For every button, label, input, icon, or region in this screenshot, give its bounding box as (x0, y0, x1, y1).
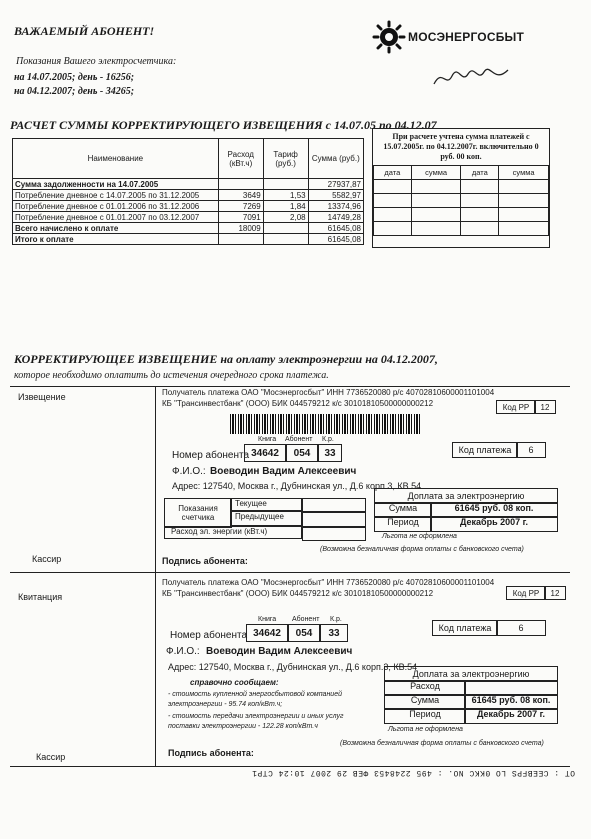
table-row (13, 190, 364, 201)
code-rr-value: 12 (534, 400, 556, 414)
mosenergosbyt-logo-icon (372, 20, 406, 54)
payments-table (373, 165, 549, 236)
payment-code-value: 6 (516, 442, 546, 458)
coupon-middle-border (10, 572, 570, 573)
row-name: Итого к оплате (13, 234, 219, 245)
abonent-label: Абонент (285, 436, 313, 443)
cashless-note-bottom: (Возможна безналичная форма оплаты с банковского счета) (340, 740, 544, 747)
row-sum: 13374,96 (308, 201, 363, 212)
period-value: Декабрь 2007 г. (430, 516, 558, 532)
row-consumption: 7091 (218, 212, 263, 223)
recipient-line1: Получатель платежа ОАО "Мосэнергосбыт" ИНН 7736520080 р/с 40702810600001101004 (162, 388, 495, 397)
info-title: справочно сообщаем: (190, 678, 279, 687)
sum-value: 61645 руб. 08 коп. (430, 502, 558, 518)
consumption-label: Расход эл. энергии (кВт.ч) (164, 526, 302, 539)
period-label-bottom: Период (384, 708, 466, 724)
table-row (13, 234, 364, 245)
brand-name: МОСЭНЕРГОСБЫТ (408, 30, 524, 44)
row-name: Потребление дневное с 14.07.2005 по 31.12.2005 (13, 190, 219, 201)
table-row (13, 179, 364, 190)
row-name: Потребление дневное с 01.01.2006 по 31.12.2006 (13, 201, 219, 212)
row-consumption: 3649 (218, 190, 263, 201)
period-label: Период (374, 516, 432, 532)
kr-value: 33 (318, 444, 342, 462)
table-row (13, 212, 364, 223)
row-tariff (263, 234, 308, 245)
recipient-line2: КБ "Трансинвестбанк" (ООО) БИК 044579212 к/с 30101810500000000212 (162, 399, 434, 408)
row-sum: 27937,87 (308, 179, 363, 190)
row-sum: 61645,08 (308, 223, 363, 234)
pay-col-date: дата (374, 166, 412, 180)
fio-label: Ф.И.О.: (172, 466, 206, 477)
info-line-2: - стоимость передачи электроэнергии и иных услуг поставки электроэнергии - 122.28 коп/кВт.ч (168, 713, 344, 730)
discount-note-bottom: Льгота не оформлена (388, 726, 463, 733)
row-consumption: 18009 (218, 223, 263, 234)
reading-2: на 04.12.2007; день - 34265; (14, 86, 135, 97)
consumption-value (302, 526, 366, 541)
table-row (13, 223, 364, 234)
sum-value-bottom: 61645 руб. 08 коп. (464, 694, 558, 710)
kr-value-bottom: 33 (320, 624, 348, 642)
coupon-bottom-border (10, 766, 570, 767)
calculation-title: РАСЧЕТ СУММЫ КОРРЕКТИРУЮЩЕГО ИЗВЕЩЕНИЯ с 14.07.05 по 04.12.07 (10, 118, 437, 132)
label-notice: Извещение (18, 392, 66, 402)
col-sum: Сумма (руб.) (308, 139, 363, 179)
calculation-table (12, 138, 364, 245)
cashless-note: (Возможна безналичная форма оплаты с банковского счета) (320, 546, 524, 553)
row-tariff (263, 223, 308, 234)
meter-label: Показания счетчика (164, 498, 232, 528)
meter-current-label: Текущее (230, 498, 302, 511)
kr-label-bottom: К.р. (330, 616, 342, 623)
row-name: Всего начислено к оплате (13, 223, 219, 234)
code-rr-value-bottom: 12 (544, 586, 566, 600)
readings-title: Показания Вашего электросчетчика: (16, 56, 177, 67)
notice-subtitle: которое необходимо оплатить до истечения очередного срока платежа. (14, 370, 329, 381)
kniga-value: 34642 (244, 444, 286, 462)
barcode-icon (230, 414, 420, 434)
sum-label-bottom: Сумма (384, 694, 466, 710)
sum-label: Сумма (374, 502, 432, 518)
row-sum: 14749,28 (308, 212, 363, 223)
row-sum: 61645,08 (308, 234, 363, 245)
row-consumption: 7269 (218, 201, 263, 212)
fio-value: Воеводин Вадим Алексеевич (210, 466, 357, 477)
account-label: Номер абонента (172, 450, 250, 461)
pay-col-sum: сумма (411, 166, 461, 180)
recipient-line2-bottom: КБ "Трансинвестбанк" (ООО) БИК 044579212 к/с 30101810500000000212 (162, 589, 434, 598)
col-tariff: Тариф (руб.) (263, 139, 308, 179)
kniga-label-bottom: Книга (258, 616, 277, 623)
code-rr-label: Код РР (496, 400, 536, 414)
table-row (13, 201, 364, 212)
pay-for-title-bottom: Доплата за электроэнергию (384, 666, 558, 682)
notice-title: КОРРЕКТИРУЮЩЕЕ ИЗВЕЩЕНИЕ на оплату электроэнергии на 04.12.2007, (14, 352, 438, 366)
recipient-line1-bottom: Получатель платежа ОАО "Мосэнергосбыт" ИНН 7736520080 р/с 40702810600001101004 (162, 578, 495, 587)
fax-footer: OT : CEEBFPS LO 0KKC NO. : 495 2248453 ФЕB 29 2007 10:24 CTP1 (251, 768, 575, 777)
greeting: ВАЖАЕМЫЙ АБОНЕНТ! (14, 24, 155, 38)
kr-label: К.р. (322, 436, 334, 443)
signature-label-bottom: Подпись абонента: (168, 748, 254, 758)
col-name: Наименование (13, 139, 219, 179)
row-consumption (218, 179, 263, 190)
info-line-1: - стоимость купленной энергосбытовой компанией электроэнергии - 95.74 коп/кВт.ч; (168, 691, 342, 708)
code-rr-label-bottom: Код РР (506, 586, 546, 600)
payments-note: При расчете учтена сумма платежей с 15.07.2005г. по 04.12.2007г. включительно 0 руб. 00 коп. (383, 132, 539, 161)
meter-previous-label: Предыдущее (230, 511, 302, 526)
abonent-value: 054 (286, 444, 318, 462)
abonent-value-bottom: 054 (288, 624, 320, 642)
payment-code-label: Код платежа (452, 442, 518, 458)
row-tariff: 2,08 (263, 212, 308, 223)
abonent-label-bottom: Абонент (292, 616, 320, 623)
account-label-bottom: Номер абонента (170, 630, 248, 641)
coupon-top-border (10, 386, 570, 387)
row-name: Сумма задолженности на 14.07.2005 (13, 179, 219, 190)
row-consumption (218, 234, 263, 245)
discount-note: Льгота не оформлена (382, 533, 457, 540)
row-name: Потребление дневное с 01.01.2007 по 03.12.2007 (13, 212, 219, 223)
period-value-bottom: Декабрь 2007 г. (464, 708, 558, 724)
fio-value-bottom: Воеводин Вадим Алексеевич (206, 646, 353, 657)
signature-label: Подпись абонента: (162, 556, 248, 566)
coupon-divider (155, 386, 156, 766)
row-tariff: 1,53 (263, 190, 308, 201)
kniga-value-bottom: 34642 (246, 624, 288, 642)
cashier-top: Кассир (32, 554, 62, 564)
pay-col-date-2: дата (461, 166, 499, 180)
row-tariff: 1,84 (263, 201, 308, 212)
signature-icon (432, 64, 510, 95)
fio-label-bottom: Ф.И.О.: (166, 646, 200, 657)
payments-box (372, 128, 550, 248)
payment-code-label-bottom: Код платежа (432, 620, 498, 636)
row-sum: 5582,97 (308, 190, 363, 201)
pay-col-sum-2: сумма (499, 166, 549, 180)
expense-label-bottom: Расход (384, 680, 466, 696)
cashier-bottom: Кассир (36, 752, 66, 762)
col-consumption: Расход (кВт.ч) (218, 139, 263, 179)
address: Адрес: 127540, Москва г., Дубнинская ул., Д.6 корп.3, КВ.54 (172, 481, 422, 491)
row-tariff (263, 179, 308, 190)
pay-for-title: Доплата за электроэнергию (374, 488, 558, 504)
label-receipt: Квитанция (18, 592, 63, 602)
kniga-label: Книга (258, 436, 277, 443)
address-bottom: Адрес: 127540, Москва г., Дубнинская ул., Д.6 корп.3, КВ.54 (168, 662, 418, 672)
payment-code-value-bottom: 6 (496, 620, 546, 636)
reading-1: на 14.07.2005; день - 16256; (14, 72, 135, 83)
